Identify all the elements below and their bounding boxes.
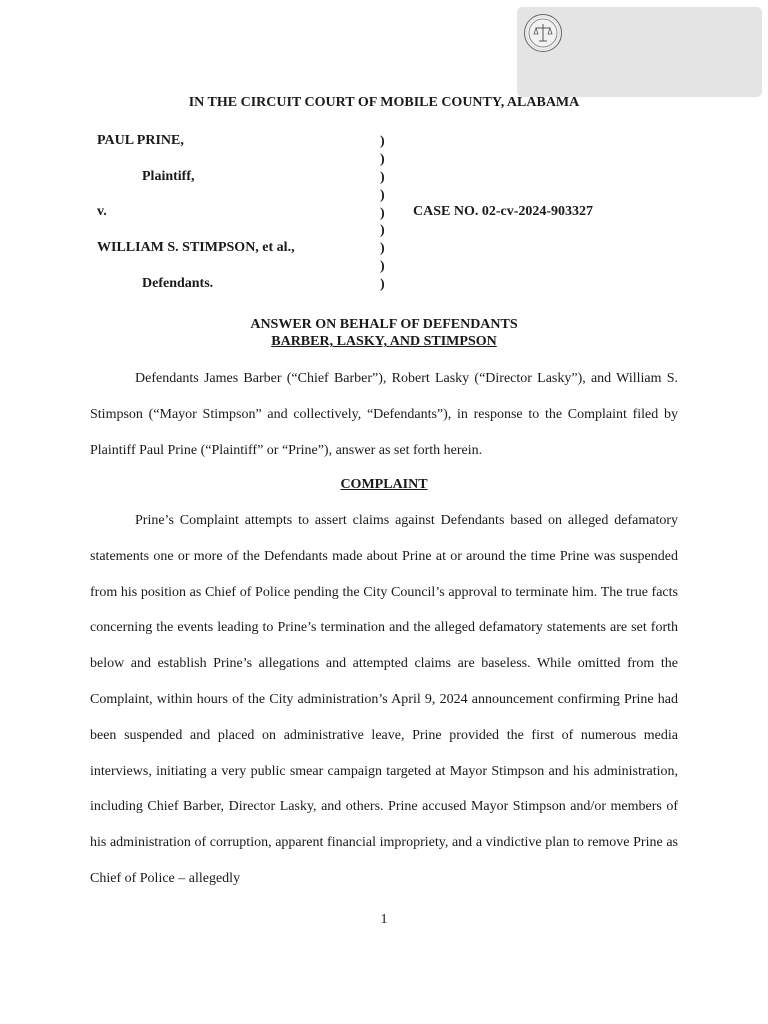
complaint-heading-text: COMPLAINT <box>340 477 428 492</box>
court-heading: IN THE CIRCUIT COURT OF MOBILE COUNTY, ALABAMA <box>188 95 580 110</box>
caption-paren: ) <box>380 259 385 275</box>
plaintiff-role: Plaintiff, <box>142 169 195 184</box>
caption-paren: ) <box>380 205 385 221</box>
caption-paren: ) <box>380 151 385 167</box>
caption-parentheses <box>380 133 385 294</box>
caption-paren: ) <box>380 134 385 149</box>
versus-label: v. <box>97 204 107 219</box>
document-title-line2 <box>0 334 768 350</box>
complaint-paragraph: Prine’s Complaint attempts to assert claims against Defendants based on alleged defamatory statements one or more of the Defendants made about Prine at or around the time Prine was suspended from his position as Chief of Police pending the City Council’s approval to terminate him. The true facts concerning the events leading to Prine’s termination and the alleged defamatory statements are set forth below and establish Prine’s allegations and attempted claims are baseless. While omitted from the Complaint, within hours of the City administration’s April 9, 2024 announcement confirming Prine had been suspended and placed on administrative leave, Prine provided the first of numerous media interviews, initiating a very public smear campaign targeted at Mayor Stimpson and his administration, including Chief Barber, Director Lasky, and others. Prine accused Mayor Stimpson and/or members of his administration of corruption, apparent financial impropriety, and a vindictive plan to remove Prine as Chief of Police – allegedly <box>90 513 678 886</box>
caption-paren: ) <box>380 223 385 239</box>
court-seal-icon <box>523 13 563 53</box>
caption-paren: ) <box>380 241 385 257</box>
document-title-line2-text: BARBER, LASKY, AND STIMPSON <box>271 334 497 349</box>
defendant-role: Defendants. <box>142 276 214 291</box>
complaint-heading <box>0 477 768 493</box>
caption-paren: ) <box>380 169 385 185</box>
case-number: CASE NO. 02-cv-2024-903327 <box>413 204 594 219</box>
caption-paren: ) <box>380 187 385 203</box>
caption-paren: ) <box>380 277 385 293</box>
page-number: 1 <box>380 912 388 927</box>
defendant-name: WILLIAM S. STIMPSON, et al., <box>97 240 295 255</box>
filing-stamp-box <box>517 7 762 97</box>
intro-paragraph: Defendants James Barber (“Chief Barber”), Robert Lasky (“Director Lasky”), and William S. Stimpson (“Mayor Stimpson” and collectively, “Defendants”), in response to the Complaint filed by Plaintiff Paul Prine (“Plaintiff” or “Prine”), answer as set forth herein. <box>90 371 678 458</box>
plaintiff-name: PAUL PRINE, <box>97 133 184 148</box>
document-title-line1: ANSWER ON BEHALF OF DEFENDANTS <box>250 317 518 332</box>
